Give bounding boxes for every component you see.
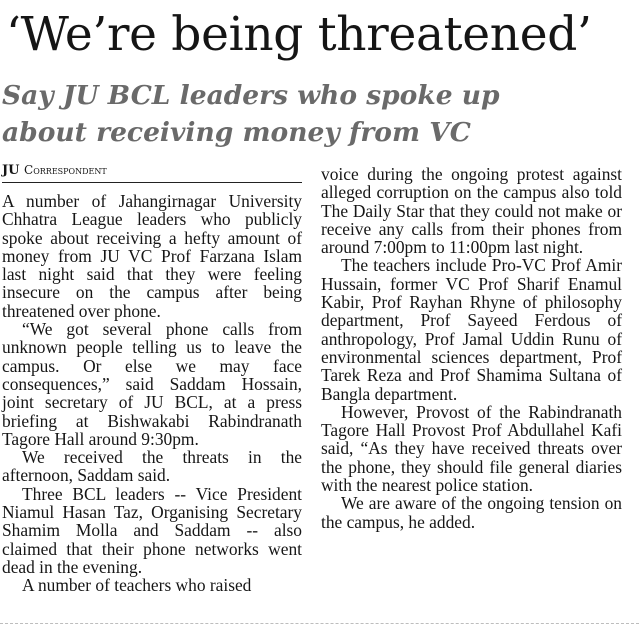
subheadline xyxy=(2,77,562,151)
subheadline-text: Say JU BCL leaders who spoke up about receiving money from VC xyxy=(2,80,500,148)
paragraph-8: We are aware of the ongoing tension on the campus, he added. xyxy=(321,493,622,532)
paragraph-7: However, Provost of the Rabindranath Tagore Hall Provost Prof Abdullahel Kafi said, “As they have received threats over the phone, they should file general diaries with the nearest police station. xyxy=(321,401,622,496)
paragraph-6: The teachers include Pro-VC Prof Amir Hussain, former VC Prof Sharif Enamul Kabir, Prof Rayhan Rhyne of philosophy department, Prof Sayeed Ferdous of anthropology, Prof Jamal Uddin Runu of environmental sciences department, Prof Tarek Reza and Prof Shamima Sultana of Bangla department. xyxy=(321,255,622,404)
byline-prefix: JU xyxy=(2,163,20,178)
article-column-1 xyxy=(2,192,302,595)
paragraph-5-start: A number of teachers who raised xyxy=(22,575,252,596)
byline xyxy=(2,161,107,180)
paragraph-2: “We got several phone calls from unknown people telling us to leave the campus. Or else we may face consequences,” said Saddam Hossain, joint secretary of JU BCL, at a press briefing at Bishwakabi Rabindranath Tagore Hall around 9:30pm. xyxy=(2,319,302,449)
byline-role: Correspondent xyxy=(24,163,107,177)
bottom-divider xyxy=(0,623,639,624)
paragraph-3: We received the threats in the afternoon, Saddam said. xyxy=(2,447,302,486)
paragraph-5-end: voice during the ongoing protest against alleged corruption on the campus also told The Daily Star that they could not make or receive any calls from their phones from around 7:00pm to 11:00pm last night. xyxy=(321,164,622,258)
headline: ‘We’re being threatened’ xyxy=(6,7,592,62)
paragraph-4: Three BCL leaders -- Vice President Niamul Hasan Taz, Organising Secretary Shamim Molla and Saddam -- also claimed that their phone networks went dead in the evening. xyxy=(2,483,302,577)
byline-divider xyxy=(2,182,302,183)
paragraph-1: A number of Jahangirnagar University Chhatra League leaders who publicly spoke about receiving a hefty amount of money from JU VC Prof Farzana Islam last night said that they were feeling insecure on the campus after being threatened over phone. xyxy=(2,191,302,321)
article-column-2 xyxy=(321,165,622,531)
